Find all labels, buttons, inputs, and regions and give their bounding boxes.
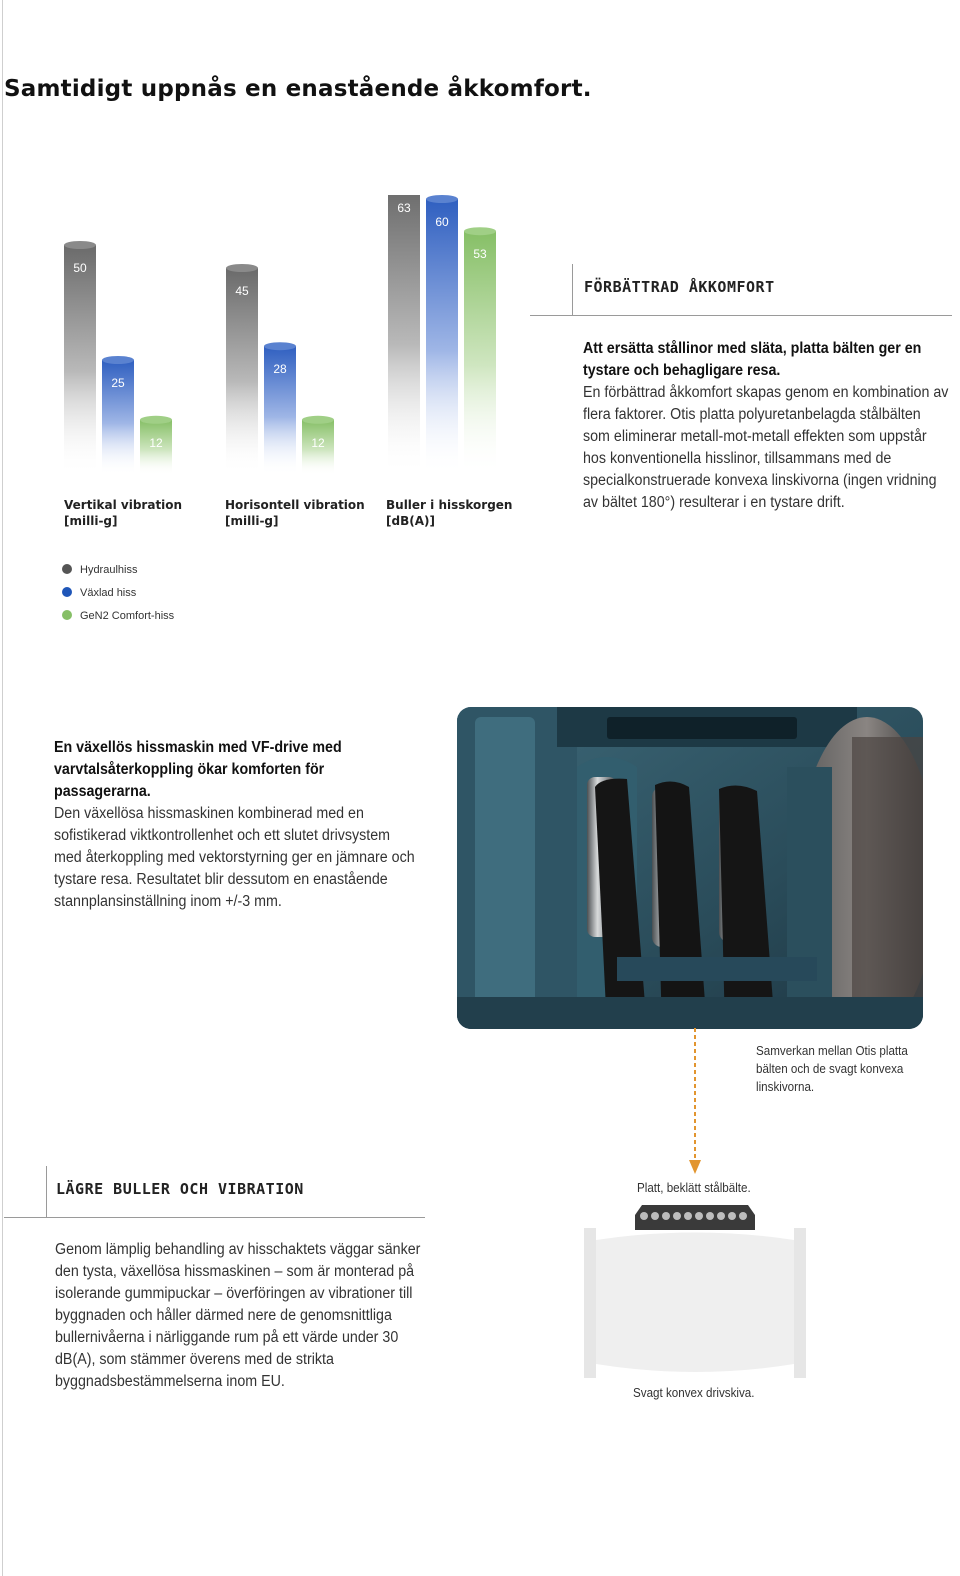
bar-cap xyxy=(64,241,96,249)
chart-svg xyxy=(0,195,520,545)
section-machine-lead: En växellös hissmaskin med VF-drive med varvtalsåterkoppling ökar komforten för passagerarna. xyxy=(54,739,342,800)
bar-vaxlad xyxy=(426,199,458,475)
bar-cap xyxy=(302,416,334,424)
comfort-bar-chart xyxy=(0,195,520,545)
legend-item-hydraulhiss xyxy=(62,564,137,576)
section-divider-horizontal xyxy=(530,315,952,316)
legend-item-vaxlad-hiss xyxy=(62,587,136,599)
bar-value-label: 45 xyxy=(235,284,249,298)
bar-hydraulhiss xyxy=(64,245,96,475)
bar-value-label: 63 xyxy=(397,201,411,216)
section-noise-body: Genom lämplig behandling av hisschaktets väggar sänker den tysta, växellösa hissmaskinen – som är monterad på isolerande gummipuckar – överföringen av vibrationer till byggnaden och håller därmed nere de genomsnittliga bullernivåerna i närliggande rum på ett värde under 30 dB(A), som stämmer överens med de strikta byggnadsbestämmelserna inom EU. xyxy=(55,1241,421,1390)
bar-value-label: 25 xyxy=(111,376,125,390)
convex-sheave-shape xyxy=(596,1233,794,1373)
legend-dot-icon xyxy=(62,564,72,574)
section-divider-horizontal xyxy=(4,1217,425,1218)
section-divider-vertical xyxy=(572,264,573,316)
section-heading-noise: LÄGRE BULLER OCH VIBRATION xyxy=(56,1180,304,1198)
section-comfort-text xyxy=(583,338,951,514)
legend-dot-icon xyxy=(62,610,72,620)
bar-value-label: 53 xyxy=(473,247,487,262)
section-machine-body: Den växellösa hissmaskinen kombinerad med en sofistikerad viktkontrollenhet och ett slutet drivsystem med återkoppling med vektorstyrning ger en jämnare och tystare resa. Resultatet blir dessutom en enastående stannplansinställning inom +/-3 mm. xyxy=(54,805,415,910)
page-title: Samtidigt uppnås en enastående åkkomfort. xyxy=(4,76,592,102)
bar-value-label: 28 xyxy=(273,362,287,377)
belt-sheave-diagram xyxy=(580,1200,810,1390)
legend-label: Växlad hiss xyxy=(80,587,137,599)
legend-item-gen2-comfort xyxy=(62,610,174,622)
bar-hydraulhiss xyxy=(388,195,420,475)
section-comfort-lead: Att ersätta stållinor med släta, platta bälten ger en tystare och behagligare resa. xyxy=(583,340,922,379)
legend-dot-icon xyxy=(62,587,72,597)
bar-value-label: 12 xyxy=(311,435,325,450)
bar-gen2 xyxy=(464,231,496,475)
chart-group-label: Horisontell vibration [milli-g] xyxy=(225,498,365,528)
bar-value-label: 60 xyxy=(435,215,449,229)
section-machine-text xyxy=(54,737,420,913)
bar-value-label: 50 xyxy=(73,261,87,275)
belt-label: Platt, beklätt stålbälte. xyxy=(637,1181,751,1195)
section-heading-comfort: FÖRBÄTTRAD ÅKKOMFORT xyxy=(584,278,775,296)
sheave-label: Svagt konvex drivskiva. xyxy=(633,1386,755,1400)
photo-caption: Samverkan mellan Otis platta bälten och de svagt konvexa linskivorna. xyxy=(756,1044,908,1094)
bar-cap xyxy=(426,195,458,203)
section-comfort-body: En förbättrad åkkomfort skapas genom en kombination av flera faktorer. Otis platta polyuretanbelagda stålbälten som eliminerar metall-mot-metall effekten som uppstår hos konventionella hisslinor, tillsammans med de specialkonstruerade konvexa linskivorna (ingen vridning av bältet 180°) resulterar i en tystare drift. xyxy=(583,384,949,511)
bar-hydraulhiss xyxy=(226,268,258,475)
chart-group-label: Buller i hisskorgen [dB(A)] xyxy=(386,498,513,528)
bar-cap xyxy=(464,227,496,235)
bar-cap xyxy=(102,356,134,364)
bar-cap xyxy=(264,342,296,350)
bar-value-label: 12 xyxy=(149,435,163,450)
bar-cap xyxy=(226,264,258,272)
machine-photo xyxy=(457,707,923,1029)
legend-label: GeN2 Comfort-hiss xyxy=(80,610,175,622)
bar-cap xyxy=(140,416,172,424)
legend-label: Hydraulhiss xyxy=(80,564,138,576)
dashed-arrow-icon xyxy=(688,1028,702,1178)
chart-group-label: Vertikal vibration [milli-g] xyxy=(64,498,183,528)
section-divider-vertical xyxy=(46,1166,47,1218)
